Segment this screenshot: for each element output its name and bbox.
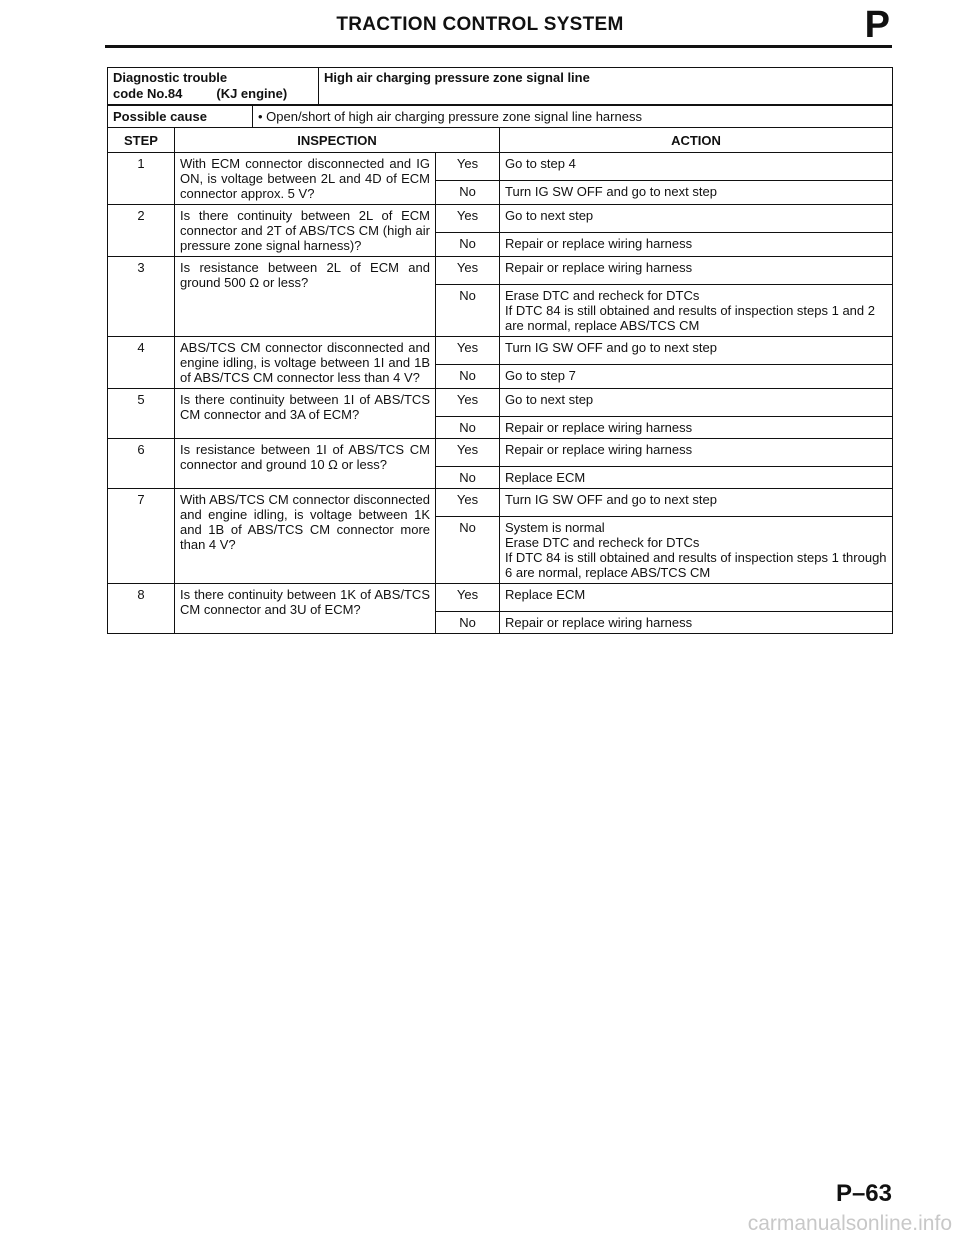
table-row — [108, 439, 893, 467]
dtc-label-line1: Diagnostic trouble — [113, 70, 228, 85]
step-no-label: No — [436, 365, 500, 389]
step-no-action: Go to step 7 — [500, 365, 893, 389]
step-yes-label: Yes — [436, 489, 500, 517]
dtc-label-cell — [108, 68, 319, 105]
step-yes-label: Yes — [436, 337, 500, 365]
step-yes-label: Yes — [436, 389, 500, 417]
step-yes-label: Yes — [436, 153, 500, 181]
step-no-label: No — [436, 417, 500, 439]
watermark: carmanualsonline.info — [747, 1212, 952, 1235]
step-yes-action: Go to next step — [500, 389, 893, 417]
page-title: TRACTION CONTROL SYSTEM — [336, 14, 624, 35]
step-yes-action: Repair or replace wiring harness — [500, 439, 893, 467]
inspection-table — [107, 127, 893, 634]
step-no-action: Turn IG SW OFF and go to next step — [500, 181, 893, 205]
step-yes-label: Yes — [436, 205, 500, 233]
step-no-action: System is normal Erase DTC and recheck for DTCs If DTC 84 is still obtained and results of inspection steps 1 through 6 are normal, replace ABS/TCS CM — [500, 517, 893, 584]
step-no-label: No — [436, 612, 500, 634]
header-rule — [105, 45, 892, 48]
step-yes-action: Turn IG SW OFF and go to next step — [500, 489, 893, 517]
step-yes-action: Go to step 4 — [500, 153, 893, 181]
cause-table — [107, 105, 893, 128]
step-inspection: ABS/TCS CM connector disconnected and engine idling, is voltage between 1I and 1B of ABS/TCS CM connector less than 4 V? — [175, 337, 436, 389]
step-yes-action: Go to next step — [500, 205, 893, 233]
dtc-label-line2: code No.84 — [113, 86, 183, 101]
step-yes-action: Turn IG SW OFF and go to next step — [500, 337, 893, 365]
step-number: 1 — [108, 153, 175, 205]
step-inspection: With ECM connector disconnected and IG ON, is voltage between 2L and 4D of ECM connector approx. 5 V? — [175, 153, 436, 205]
step-no-label: No — [436, 517, 500, 584]
step-no-label: No — [436, 233, 500, 257]
step-yes-label: Yes — [436, 439, 500, 467]
step-no-action: Replace ECM — [500, 467, 893, 489]
page-number: P–63 — [835, 1180, 892, 1207]
step-inspection: Is there continuity between 1I of ABS/TCS CM connector and 3A of ECM? — [175, 389, 436, 439]
header-step: STEP — [108, 128, 175, 153]
step-no-label: No — [436, 181, 500, 205]
step-inspection: Is resistance between 1I of ABS/TCS CM connector and ground 10 Ω or less? — [175, 439, 436, 489]
step-yes-label: Yes — [436, 257, 500, 285]
step-no-label: No — [436, 467, 500, 489]
dtc-table — [107, 67, 893, 105]
table-row — [108, 257, 893, 285]
cause-text: • Open/short of high air charging pressure zone signal line harness — [253, 106, 893, 128]
step-number: 4 — [108, 337, 175, 389]
step-no-label: No — [436, 285, 500, 337]
step-inspection: With ABS/TCS CM connector disconnected and engine idling, is voltage between 1K and 1B of ABS/TCS CM connector more than 4 V? — [175, 489, 436, 584]
step-no-action: Repair or replace wiring harness — [500, 233, 893, 257]
table-row — [108, 337, 893, 365]
steps-body — [108, 153, 893, 634]
step-no-action: Repair or replace wiring harness — [500, 612, 893, 634]
cause-label: Possible cause — [108, 106, 253, 128]
step-yes-action: Repair or replace wiring harness — [500, 257, 893, 285]
table-row — [108, 153, 893, 181]
table-row — [108, 584, 893, 612]
step-inspection: Is there continuity between 1K of ABS/TCS CM connector and 3U of ECM? — [175, 584, 436, 634]
dtc-engine: (KJ engine) — [216, 86, 288, 101]
dtc-description: High air charging pressure zone signal line — [319, 68, 893, 105]
step-no-action: Repair or replace wiring harness — [500, 417, 893, 439]
step-number: 2 — [108, 205, 175, 257]
table-header-row — [108, 128, 893, 153]
section-letter: P — [864, 4, 890, 46]
step-number: 6 — [108, 439, 175, 489]
step-number: 3 — [108, 257, 175, 337]
step-yes-label: Yes — [436, 584, 500, 612]
header-action: ACTION — [500, 128, 893, 153]
header-inspection: INSPECTION — [175, 128, 500, 153]
step-inspection: Is there continuity between 2L of ECM connector and 2T of ABS/TCS CM (high air pressure zone signal harness)? — [175, 205, 436, 257]
step-number: 8 — [108, 584, 175, 634]
table-row — [108, 389, 893, 417]
step-number: 5 — [108, 389, 175, 439]
step-inspection: Is resistance between 2L of ECM and ground 500 Ω or less? — [175, 257, 436, 337]
step-yes-action: Replace ECM — [500, 584, 893, 612]
step-number: 7 — [108, 489, 175, 584]
table-row — [108, 205, 893, 233]
table-row — [108, 489, 893, 517]
step-no-action: Erase DTC and recheck for DTCs If DTC 84 is still obtained and results of inspection steps 1 and 2 are normal, replace ABS/TCS CM — [500, 285, 893, 337]
